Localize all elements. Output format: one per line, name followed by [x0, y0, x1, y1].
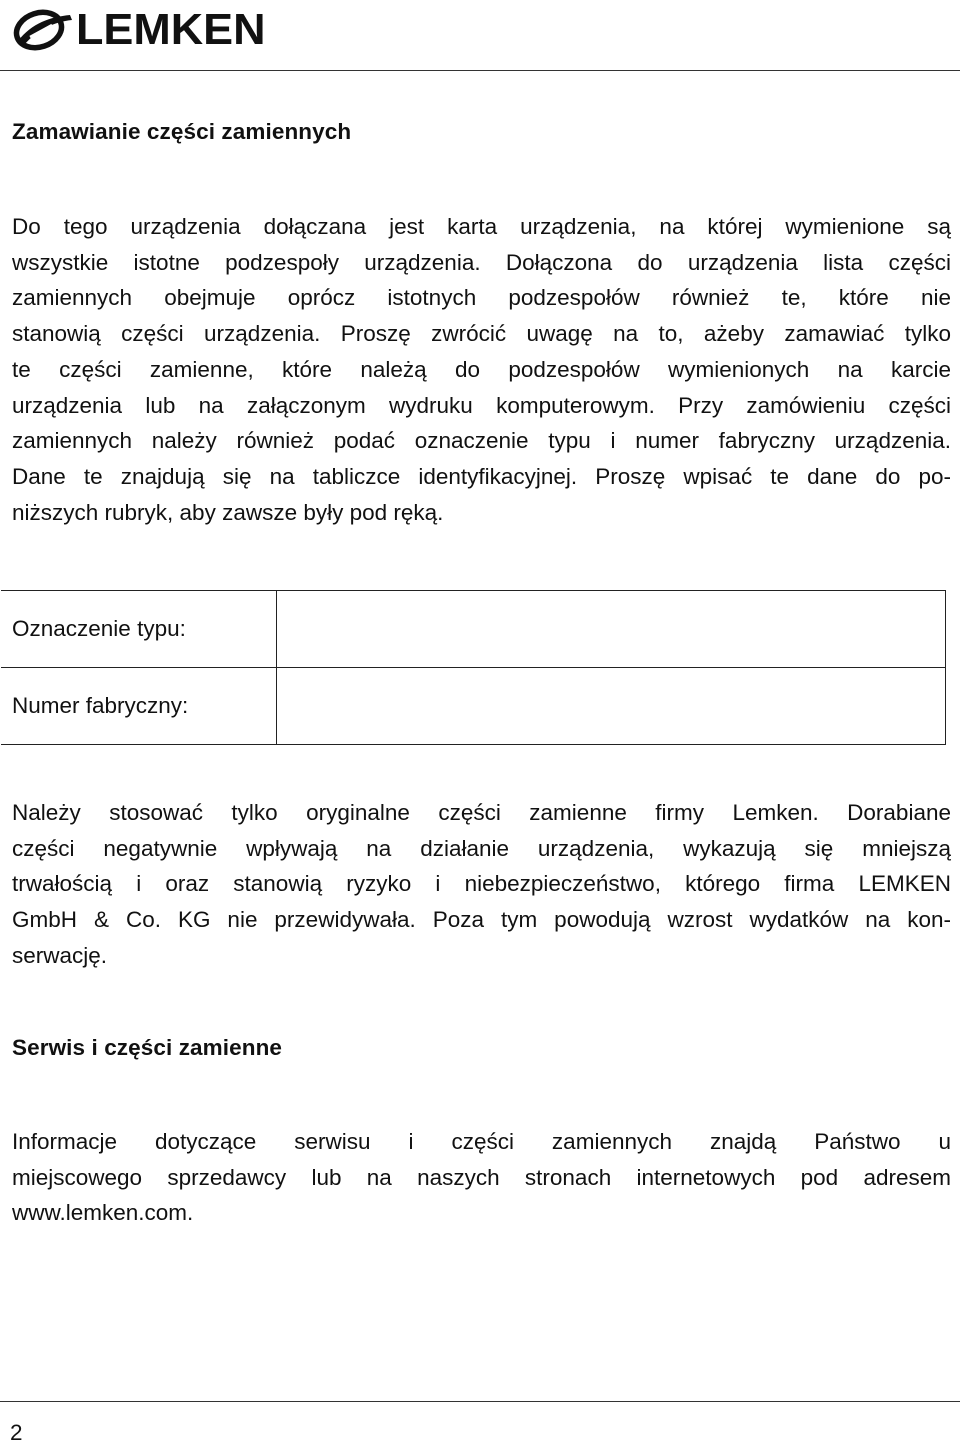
paragraph-line: części negatywnie wpływają na działanie urządzenia, wykazują się mniejszą — [12, 835, 951, 861]
lemken-logo — [12, 2, 266, 58]
serial-number-field[interactable] — [277, 668, 946, 745]
table-row — [1, 591, 946, 668]
ordering-paragraph — [12, 209, 951, 530]
paragraph-line: Do tego urządzenia dołączana jest karta urządzenia, na której wymienione są — [12, 214, 951, 239]
machine-info-table — [1, 590, 946, 745]
original-parts-notice — [12, 795, 951, 974]
page-number: 2 — [10, 1420, 23, 1445]
paragraph-line: Dane te znajdują się na tabliczce identyfikacyjnej. Proszę wpisać te dane do po- — [12, 463, 951, 489]
brand-wordmark: LEMKEN — [76, 5, 266, 54]
paragraph-line: stanowią części urządzenia. Proszę zwrócić uwagę na to, ażeby zamawiać tylko — [12, 321, 951, 347]
paragraph-line: urządzenia lub na załączonym wydruku komputerowym. Przy zamówieniu części — [12, 392, 951, 418]
footer-divider — [0, 1401, 960, 1402]
paragraph-line: te części zamienne, które należą do podzespołów wymienionych na karcie — [12, 356, 951, 382]
paragraph-line: niższych rubryk, aby zawsze były pod ręką. — [12, 499, 444, 525]
paragraph-line: serwację. — [12, 942, 108, 968]
paragraph-line: wszystkie istotne podzespoły urządzenia. Dołączona do urządzenia lista części — [12, 249, 951, 275]
paragraph-line: GmbH & Co. KG nie przewidywała. Poza tym powodują wzrost wydatków na kon- — [12, 907, 951, 933]
type-designation-field[interactable] — [277, 591, 946, 668]
paragraph-line: zamiennych obejmuje oprócz istotnych podzespołów również te, które nie — [12, 285, 951, 311]
service-paragraph — [12, 1124, 951, 1231]
paragraph-line: Informacje dotyczące serwisu i części zamiennych znajdą Państwo u — [12, 1129, 951, 1154]
serial-number-label: Numer fabryczny: — [1, 668, 277, 745]
section-title-spare-parts-ordering: Zamawianie części zamiennych — [12, 119, 352, 144]
paragraph-line: zamiennych należy również podać oznaczenie typu i numer fabryczny urządzenia. — [12, 428, 951, 454]
section-title-service: Serwis i części zamienne — [12, 1035, 283, 1060]
website-link[interactable]: www.lemken.com. — [12, 1200, 194, 1226]
paragraph-line: miejscowego sprzedawcy lub na naszych stronach internetowych pod adresem — [12, 1164, 951, 1190]
table-row — [1, 668, 946, 745]
lemken-emblem-icon — [12, 7, 74, 53]
paragraph-line: trwałością i oraz stanowią ryzyko i niebezpieczeństwo, którego firma LEMKEN — [12, 871, 951, 897]
type-designation-label: Oznaczenie typu: — [1, 591, 277, 668]
header-divider — [0, 70, 960, 71]
paragraph-line: Należy stosować tylko oryginalne części zamienne firmy Lemken. Dorabiane — [12, 800, 951, 825]
